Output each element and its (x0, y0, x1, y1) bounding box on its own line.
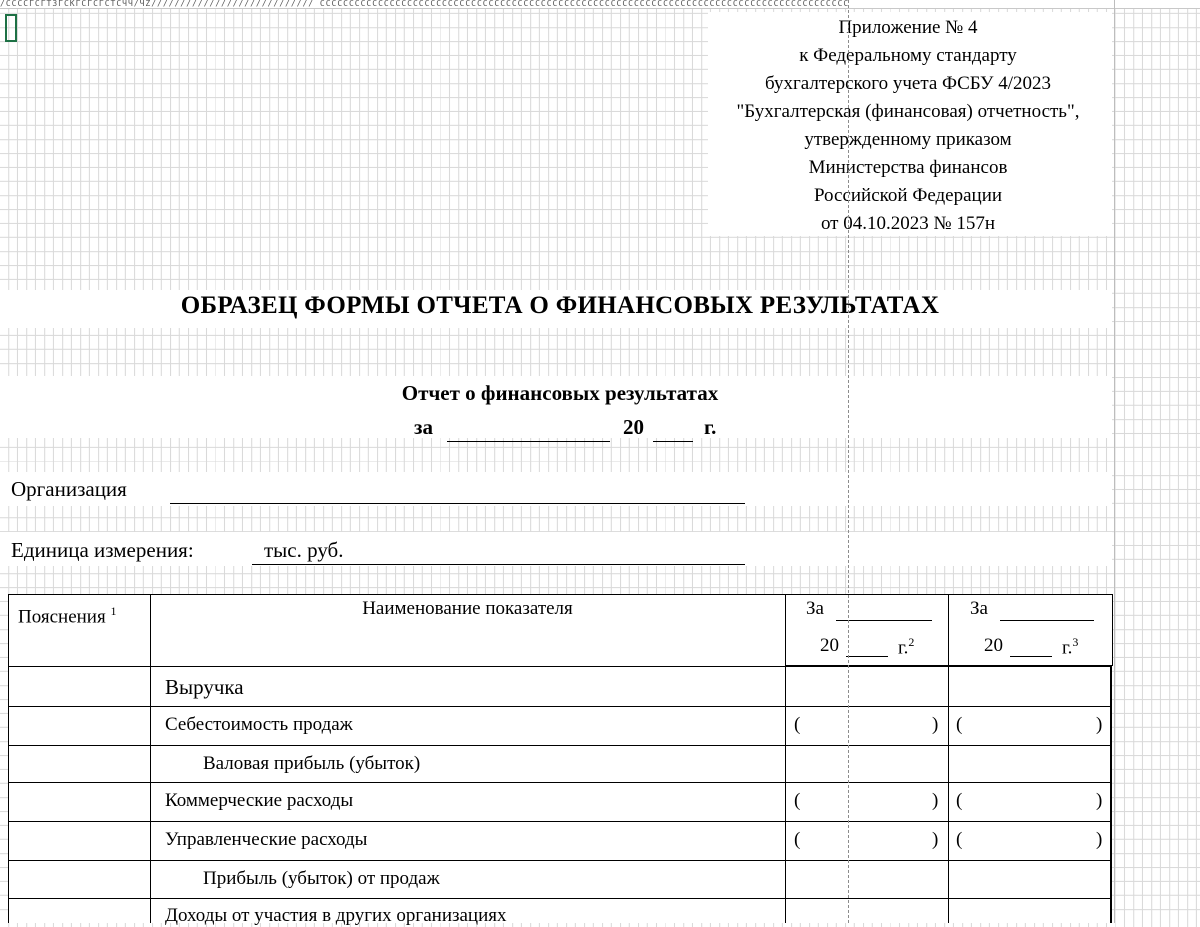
paren-open: ( (794, 829, 801, 850)
col1-period-line[interactable] (836, 620, 932, 621)
period-for-label: за (414, 415, 433, 439)
paren-close: ) (1096, 714, 1103, 735)
appendix-line: от 04.10.2023 № 157н (820, 213, 996, 234)
appendix-line: "Бухгалтерская (финансовая) отчетность", (736, 101, 1080, 122)
paren-open: ( (956, 829, 963, 850)
year-blank-line[interactable] (653, 441, 693, 442)
organization-label: Организация (11, 477, 127, 501)
appendix-line: Приложение № 4 (838, 17, 978, 38)
row-border (8, 706, 1112, 707)
footnote-marker: 3 (1072, 635, 1079, 649)
row-border (8, 782, 1112, 783)
row-label-gross-profit: Валовая прибыль (убыток) (203, 753, 421, 774)
row-label-admin-expenses: Управленческие расходы (165, 829, 368, 850)
report-title: Отчет о финансовых результатах (401, 381, 719, 405)
page-break-line (848, 0, 849, 923)
appendix-line: Министерства финансов (808, 157, 1008, 178)
paren-open: ( (794, 714, 801, 735)
active-cell-cursor[interactable] (5, 14, 17, 42)
row-label-cost-of-sales: Себестоимость продаж (165, 714, 353, 735)
col1-year-prefix: 20 (820, 635, 839, 656)
row-border (8, 821, 1112, 822)
value-cell[interactable] (786, 861, 948, 898)
value-cell[interactable] (949, 861, 1110, 898)
col1-year-suffix (898, 635, 914, 659)
appendix-line: бухгалтерского учета ФСБУ 4/2023 (765, 73, 1051, 94)
col1-for-label: За (806, 598, 824, 619)
paren-close: ) (1096, 790, 1103, 811)
row-border (8, 898, 1112, 899)
appendix-line: Российской Федерации (813, 185, 1003, 206)
paren-close: ) (932, 790, 939, 811)
footnote-marker: 1 (110, 604, 117, 618)
paren-close: ) (932, 829, 939, 850)
table-top-border (8, 594, 1112, 595)
unit-field-line (252, 564, 745, 565)
row-label-selling-expenses: Коммерческие расходы (165, 790, 354, 811)
col2-year-suffix-label: г. (1062, 637, 1073, 659)
paren-open: ( (956, 714, 963, 735)
table-left-border (8, 594, 9, 923)
col2-year-prefix: 20 (984, 635, 1003, 656)
value-cell[interactable] (786, 667, 948, 706)
organization-field[interactable] (170, 503, 745, 504)
paren-close: ) (1096, 829, 1103, 850)
paren-close: ) (932, 714, 939, 735)
value-cell[interactable] (949, 746, 1110, 782)
header-notes-label: Пояснения (18, 606, 106, 628)
appendix-line: утвержденному приказом (804, 129, 1012, 150)
row-label-operating-profit: Прибыль (убыток) от продаж (203, 868, 440, 889)
unit-value[interactable]: тыс. руб. (264, 538, 344, 562)
table-right-border-top (1112, 594, 1113, 666)
header-bottom-border-left (8, 666, 785, 667)
col1-year-line[interactable] (846, 656, 888, 657)
period-year-suffix: г. (704, 415, 717, 439)
col2-year-line[interactable] (1010, 656, 1052, 657)
organization-area (0, 472, 1112, 506)
col2-for-label: За (970, 598, 988, 619)
appendix-line: к Федеральному стандарту (799, 45, 1017, 66)
period-blank-line[interactable] (447, 441, 610, 442)
header-notes (18, 604, 116, 628)
col1-year-suffix-label: г. (898, 637, 909, 659)
row-label-revenue: Выручка (165, 675, 244, 699)
row-label-participation-income: Доходы от участия в других организациях (165, 905, 507, 926)
table-right-border (1110, 666, 1112, 923)
appendix-block (708, 14, 1108, 238)
footnote-marker: 2 (908, 635, 915, 649)
header-name: Наименование показателя (362, 598, 573, 619)
paren-open: ( (794, 790, 801, 811)
notes-column-border (150, 594, 151, 923)
col2-year-suffix (1062, 635, 1078, 659)
column-header-strip: /ССССГСГТЗГСКГСГСГСТСЧЧ/ЧZ//////////////////////////// ССССССССССССССССССССССССССССССССССССССССССССССССССССССССССССССССССССССССССССССССССССССССССС (0, 0, 1200, 9)
value-cell[interactable] (949, 667, 1110, 706)
value-cell[interactable] (786, 746, 948, 782)
period-year-prefix: 20 (623, 415, 644, 439)
form-title: ОБРАЗЕЦ ФОРМЫ ОТЧЕТА О ФИНАНСОВЫХ РЕЗУЛЬТАТАХ (180, 292, 940, 319)
page-edge-line (1114, 0, 1115, 923)
col2-period-line[interactable] (1000, 620, 1094, 621)
unit-label: Единица измерения: (11, 538, 194, 562)
paren-open: ( (956, 790, 963, 811)
